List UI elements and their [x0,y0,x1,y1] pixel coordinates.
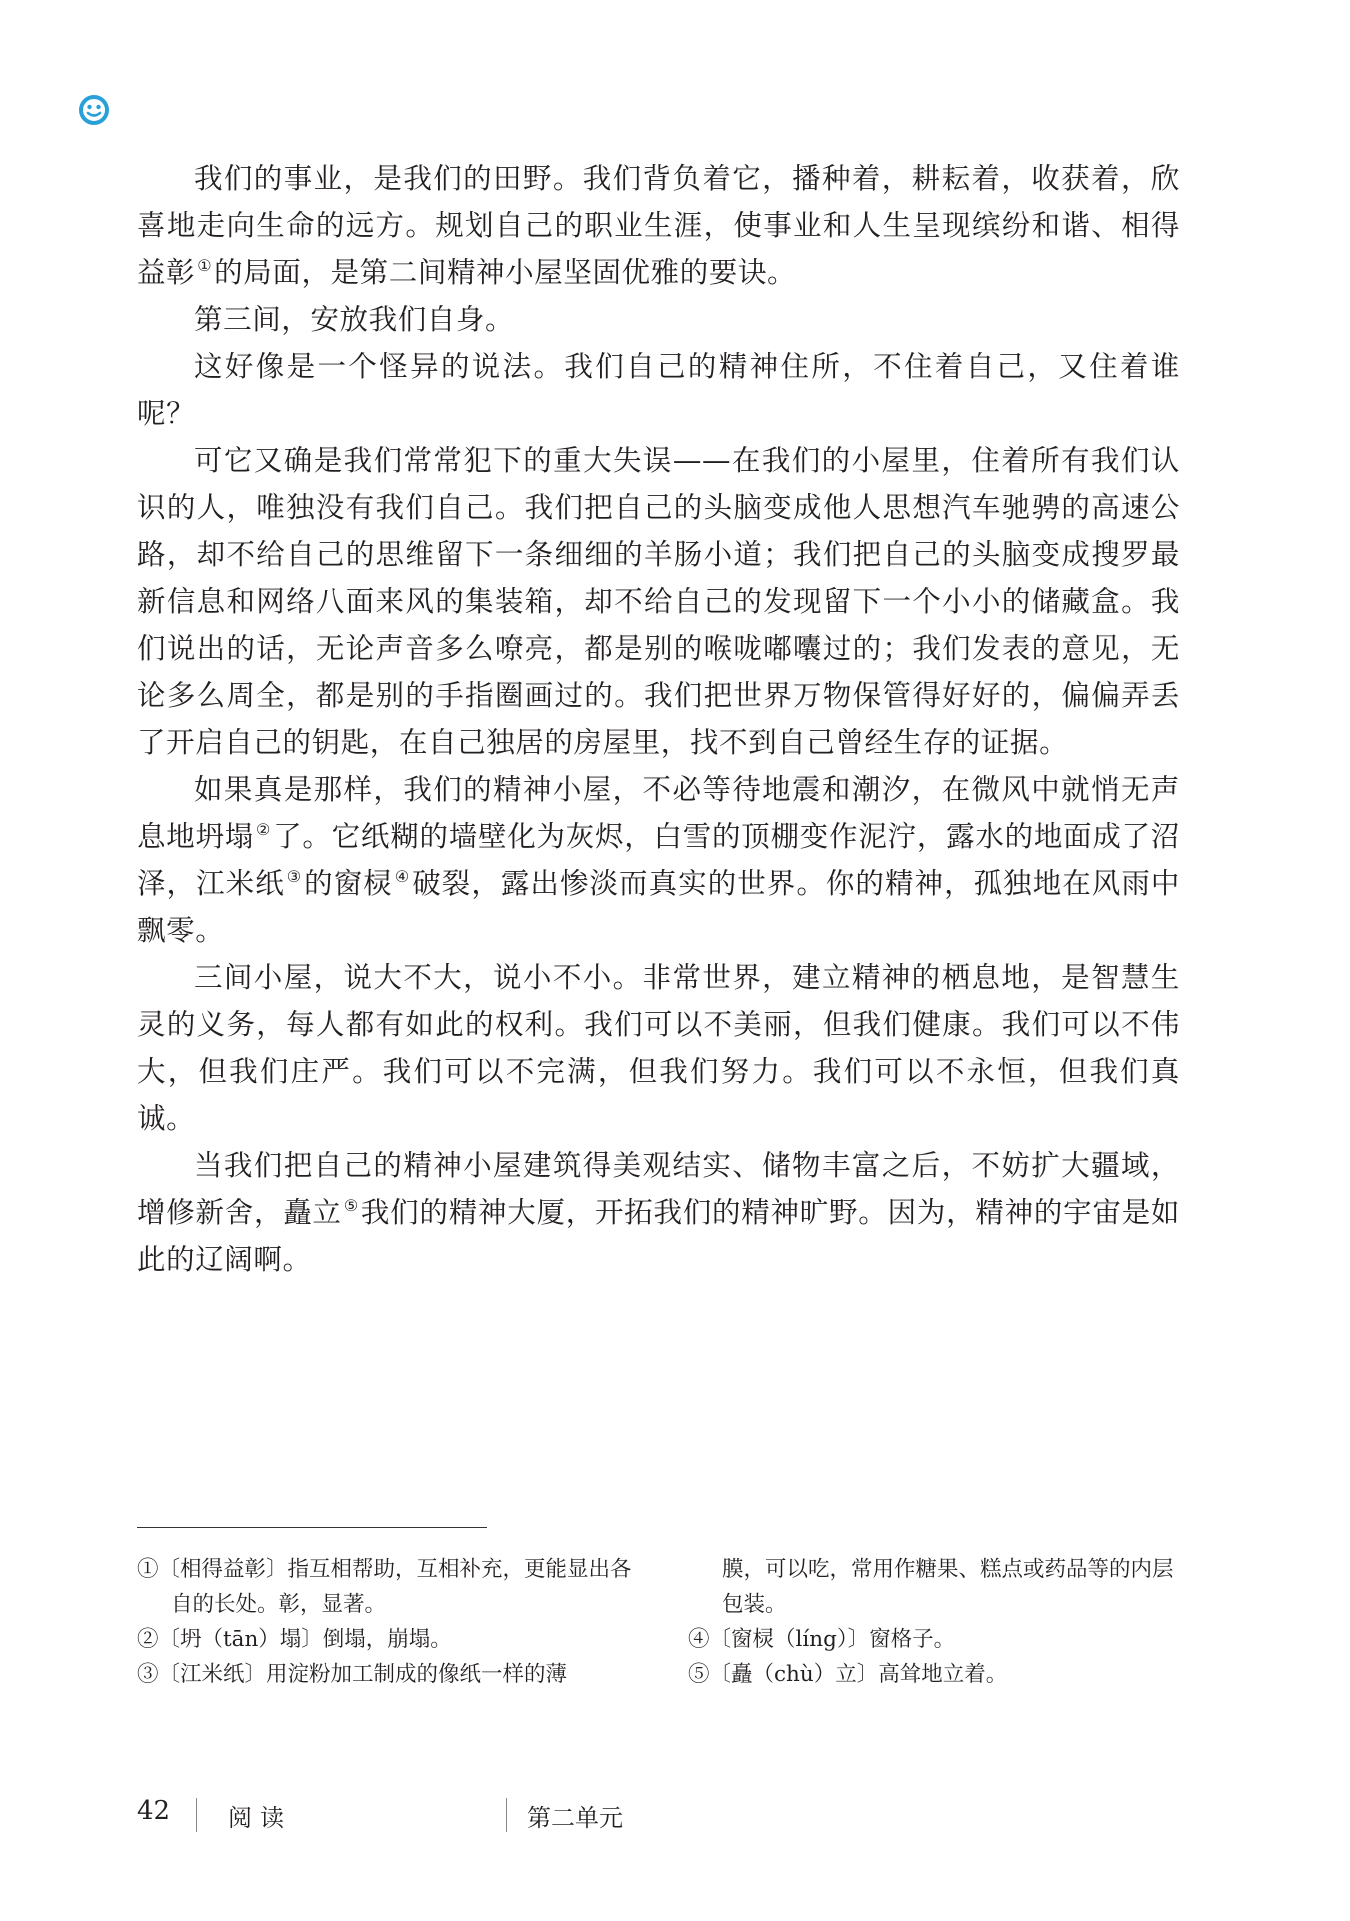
paragraph-text: 了。它纸糊的墙壁化为灰烬，白雪的顶棚变作泥泞，露水的地面成了沼泽，江米纸 [137,820,1180,900]
paragraph-text: 如果真是那样，我们的精神小屋，不必等待地震和潮汐，在微风中就悄无声息地坍塌 [137,773,1180,853]
paragraph [137,437,1180,766]
paragraph [137,155,1180,296]
footnote-marker: ③ [286,867,303,886]
article-body [137,155,1180,1283]
paragraph [137,954,1180,1142]
paragraph-text: 的窗棂 [304,867,393,900]
footnote-5: ⑤〔矗（chù）立〕高耸地立着。 [688,1662,1008,1687]
paragraph-text: 我们的精神大厦，开拓我们的精神旷野。因为，精神的宇宙是如此的辽阔啊。 [137,1196,1180,1276]
footnote-divider [137,1527,487,1528]
footnote-marker: ② [256,820,272,839]
paragraph [137,343,1180,437]
footnote-1: ①〔相得益彰〕指互相帮助，互相补充，更能显出各自的长处。彰，显著。 [137,1557,632,1617]
page-number: 42 [137,1796,171,1826]
paragraph-text: 当我们把自己的精神小屋建筑得美观结实、储物丰富之后，不妨扩大疆域，增修新舍，矗立 [137,1149,1180,1229]
footnote-4: ④〔窗棂（líng）〕窗格子。 [688,1627,956,1652]
paragraph-text: 三间小屋，说大不大，说小不小。非常世界，建立精神的栖息地，是智慧生灵的义务，每人都有如此的权利。我们可以不美丽，但我们健康。我们可以不伟大，但我们庄严。我们可以不完满，但我们努力。我们可以不永恒，但我们真诚。 [137,961,1180,1135]
section-label: 阅读 [228,1804,292,1832]
paragraph-text: 这好像是一个怪异的说法。我们自己的精神住所，不住着自己，又住着谁呢？ [137,350,1180,430]
footer-divider [196,1798,197,1832]
unit-label: 第二单元 [527,1804,623,1832]
footnote-marker: ⑤ [343,1196,359,1215]
paragraph [137,766,1180,954]
paragraph-text: 破裂，露出惨淡而真实的世界。你的精神，孤独地在风雨中飘零。 [137,867,1181,947]
page-footer [0,1796,1350,1836]
footnote-marker: ① [197,256,213,275]
footnotes-right [688,1552,1188,1692]
footer-divider [506,1798,507,1832]
footnotes-left [137,1552,637,1692]
footnote-2: ②〔坍（tān）塌〕倒塌，崩塌。 [137,1627,452,1652]
paragraph-text: 可它又确是我们常常犯下的重大失误——在我们的小屋里，住着所有我们认识的人，唯独没有我们自己。我们把自己的头脑变成他人思想汽车驰骋的高速公路，却不给自己的思维留下一条细细的羊肠小道；我们把自己的头脑变成搜罗最新信息和网络八面来风的集装箱，却不给自己的发现留下一个小小的储藏盒。我们说出的话，无论声音多么嘹亮，都是别的喉咙嘟囔过的；我们发表的意见，无论多么周全，都是别的手指圈画过的。我们把世界万物保管得好好的，偏偏弄丢了开启自己的钥匙，在自己独居的房屋里，找不到自己曾经生存的证据。 [137,444,1180,759]
footnote-3-continued: 膜，可以吃，常用作糖果、糕点或药品等的内层包装。 [722,1557,1174,1617]
footnote-3-start: ③〔江米纸〕用淀粉加工制成的像纸一样的薄 [137,1662,568,1687]
paragraph [137,296,1180,343]
footnote-marker: ④ [394,867,411,886]
paragraph-text: 的局面，是第二间精神小屋坚固优雅的要诀。 [214,256,797,289]
smiley-icon [78,94,110,126]
paragraph-text: 我们的事业，是我们的田野。我们背负着它，播种着，耕耘着，收获着，欣喜地走向生命的远方。规划自己的职业生涯，使事业和人生呈现缤纷和谐、相得益彰 [137,162,1180,289]
paragraph-text: 第三间，安放我们自身。 [194,303,515,336]
paragraph [137,1142,1180,1283]
